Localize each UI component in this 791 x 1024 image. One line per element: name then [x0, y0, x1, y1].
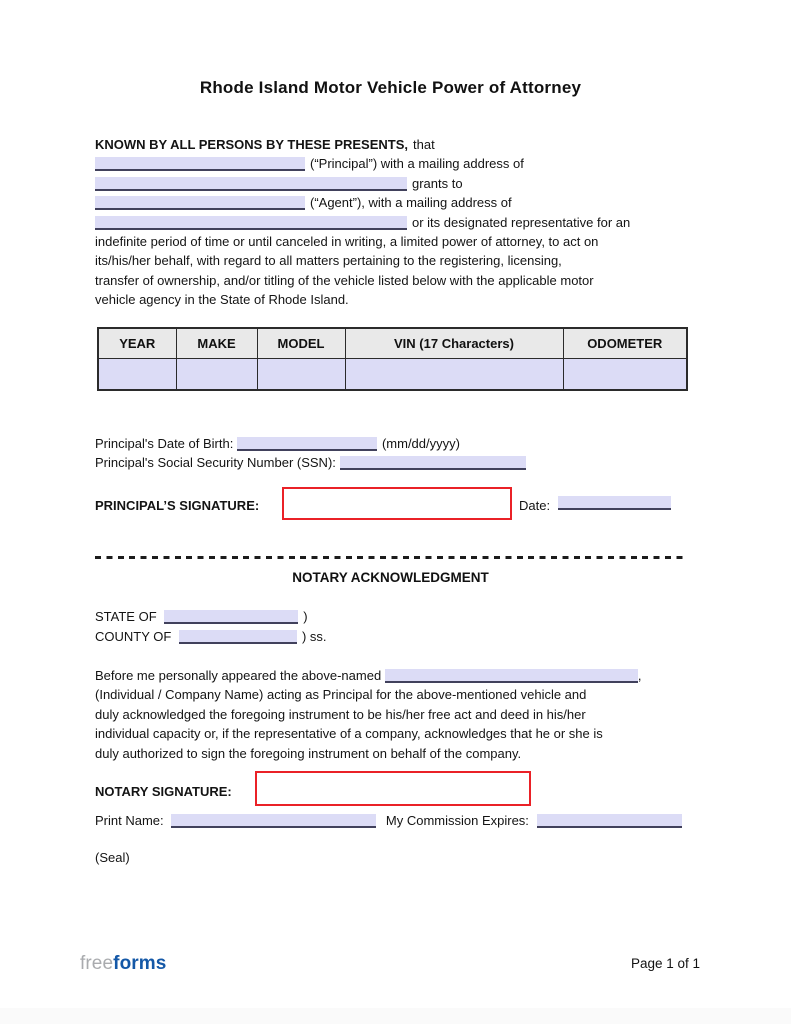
intro-body-line: vehicle agency in the State of Rhode Island. [95, 292, 349, 308]
notary-signature-label: NOTARY SIGNATURE: [95, 784, 232, 799]
notary-body-line: duly authorized to sign the foregoing instrument on behalf of the company. [95, 745, 522, 761]
column-header-vin: VIN (17 Characters) [345, 328, 563, 358]
dashed-divider [95, 556, 687, 559]
principal-name-line [95, 154, 695, 173]
principal-name-field[interactable] [95, 157, 305, 171]
notary-body-line: (Individual / Company Name) acting as Principal for the above-mentioned vehicle and [95, 687, 587, 703]
state-close-paren: ) [303, 609, 308, 624]
vehicle-table [97, 327, 688, 391]
state-label: STATE OF [95, 609, 157, 624]
notary-body-line: individual capacity or, if the representative of a company, acknowledges that he or she is [95, 726, 603, 742]
column-header-odometer: ODOMETER [563, 328, 687, 358]
appeared-comma: , [637, 668, 642, 683]
column-header-make: MAKE [176, 328, 257, 358]
intro-paragraph [95, 135, 695, 310]
column-header-model: MODEL [257, 328, 345, 358]
brand-forms-text: forms [113, 953, 167, 974]
year-field[interactable] [98, 358, 176, 390]
print-name-field[interactable] [171, 814, 376, 828]
notary-details-row [95, 811, 682, 830]
appeared-line [95, 666, 695, 685]
seal-label: (Seal) [95, 850, 130, 865]
state-line [95, 607, 308, 626]
ssn-line [95, 453, 526, 472]
agent-name-line [95, 193, 695, 212]
agent-address-line [95, 213, 695, 232]
notary-signature-box[interactable] [255, 771, 531, 806]
county-ss-suffix: ) ss. [301, 629, 327, 644]
principal-address-suffix: grants to [412, 175, 463, 191]
intro-body-line: its/his/her behalf, with regard to all matters pertaining to the registering, licensing, [95, 253, 562, 269]
principal-date-field[interactable] [558, 496, 671, 510]
intro-lead-rest: that [413, 137, 435, 152]
county-line [95, 627, 327, 646]
print-name-label: Print Name: [95, 813, 164, 828]
vehicle-table-header-row [98, 328, 687, 358]
principal-signature-box[interactable] [282, 487, 512, 520]
page-number: Page 1 of 1 [630, 956, 700, 971]
agent-name-field[interactable] [95, 196, 305, 210]
make-field[interactable] [176, 358, 257, 390]
dob-field[interactable] [237, 437, 377, 451]
vehicle-table-input-row [98, 358, 687, 390]
intro-lead-line [95, 135, 695, 154]
dob-format-hint: (mm/dd/yyyy) [381, 436, 460, 451]
dob-label: Principal's Date of Birth: [95, 436, 234, 451]
county-field[interactable] [179, 630, 297, 644]
intro-body-line: indefinite period of time or until canceled in writing, a limited power of attorney, to act on [95, 234, 599, 250]
odometer-field[interactable] [563, 358, 687, 390]
notary-signature-row [95, 771, 686, 806]
intro-lead-bold: KNOWN BY ALL PERSONS BY THESE PRESENTS, [95, 137, 409, 152]
vin-field[interactable] [345, 358, 563, 390]
ssn-field[interactable] [340, 456, 526, 470]
notary-body-line: duly acknowledged the foregoing instrument to be his/her free act and deed in his/her [95, 706, 586, 722]
page-title: Rhode Island Motor Vehicle Power of Attorney [199, 78, 582, 97]
state-field[interactable] [164, 610, 298, 624]
principal-signature-label: PRINCIPAL’S SIGNATURE: [95, 498, 260, 513]
principal-name-suffix: (“Principal”) with a mailing address of [310, 156, 524, 172]
column-header-year: YEAR [98, 328, 176, 358]
brand-free-text: free [80, 953, 114, 974]
principal-info-block [95, 434, 526, 473]
principal-address-line [95, 174, 695, 193]
dob-line [95, 434, 526, 453]
freeforms-logo [80, 953, 166, 975]
commission-expires-field[interactable] [537, 814, 682, 828]
agent-name-suffix: (“Agent”), with a mailing address of [310, 195, 512, 211]
appeared-lead: Before me personally appeared the above-named [95, 668, 382, 683]
appeared-name-field[interactable] [385, 669, 638, 683]
principal-address-field[interactable] [95, 177, 407, 191]
county-label: COUNTY OF [95, 629, 172, 644]
intro-body-line: transfer of ownership, and/or titling of the vehicle listed below with the applicable motor [95, 272, 594, 288]
notary-heading: NOTARY ACKNOWLEDGMENT [292, 570, 489, 585]
agent-address-field[interactable] [95, 216, 407, 230]
ssn-label: Principal's Social Security Number (SSN): [95, 455, 336, 471]
notary-paragraph [95, 666, 695, 763]
page-bottom-edge [0, 1008, 791, 1024]
agent-address-suffix: or its designated representative for an [412, 214, 631, 230]
principal-date-label: Date: [519, 498, 551, 513]
commission-expires-label: My Commission Expires: [385, 813, 529, 828]
principal-signature-row [95, 487, 686, 521]
model-field[interactable] [257, 358, 345, 390]
